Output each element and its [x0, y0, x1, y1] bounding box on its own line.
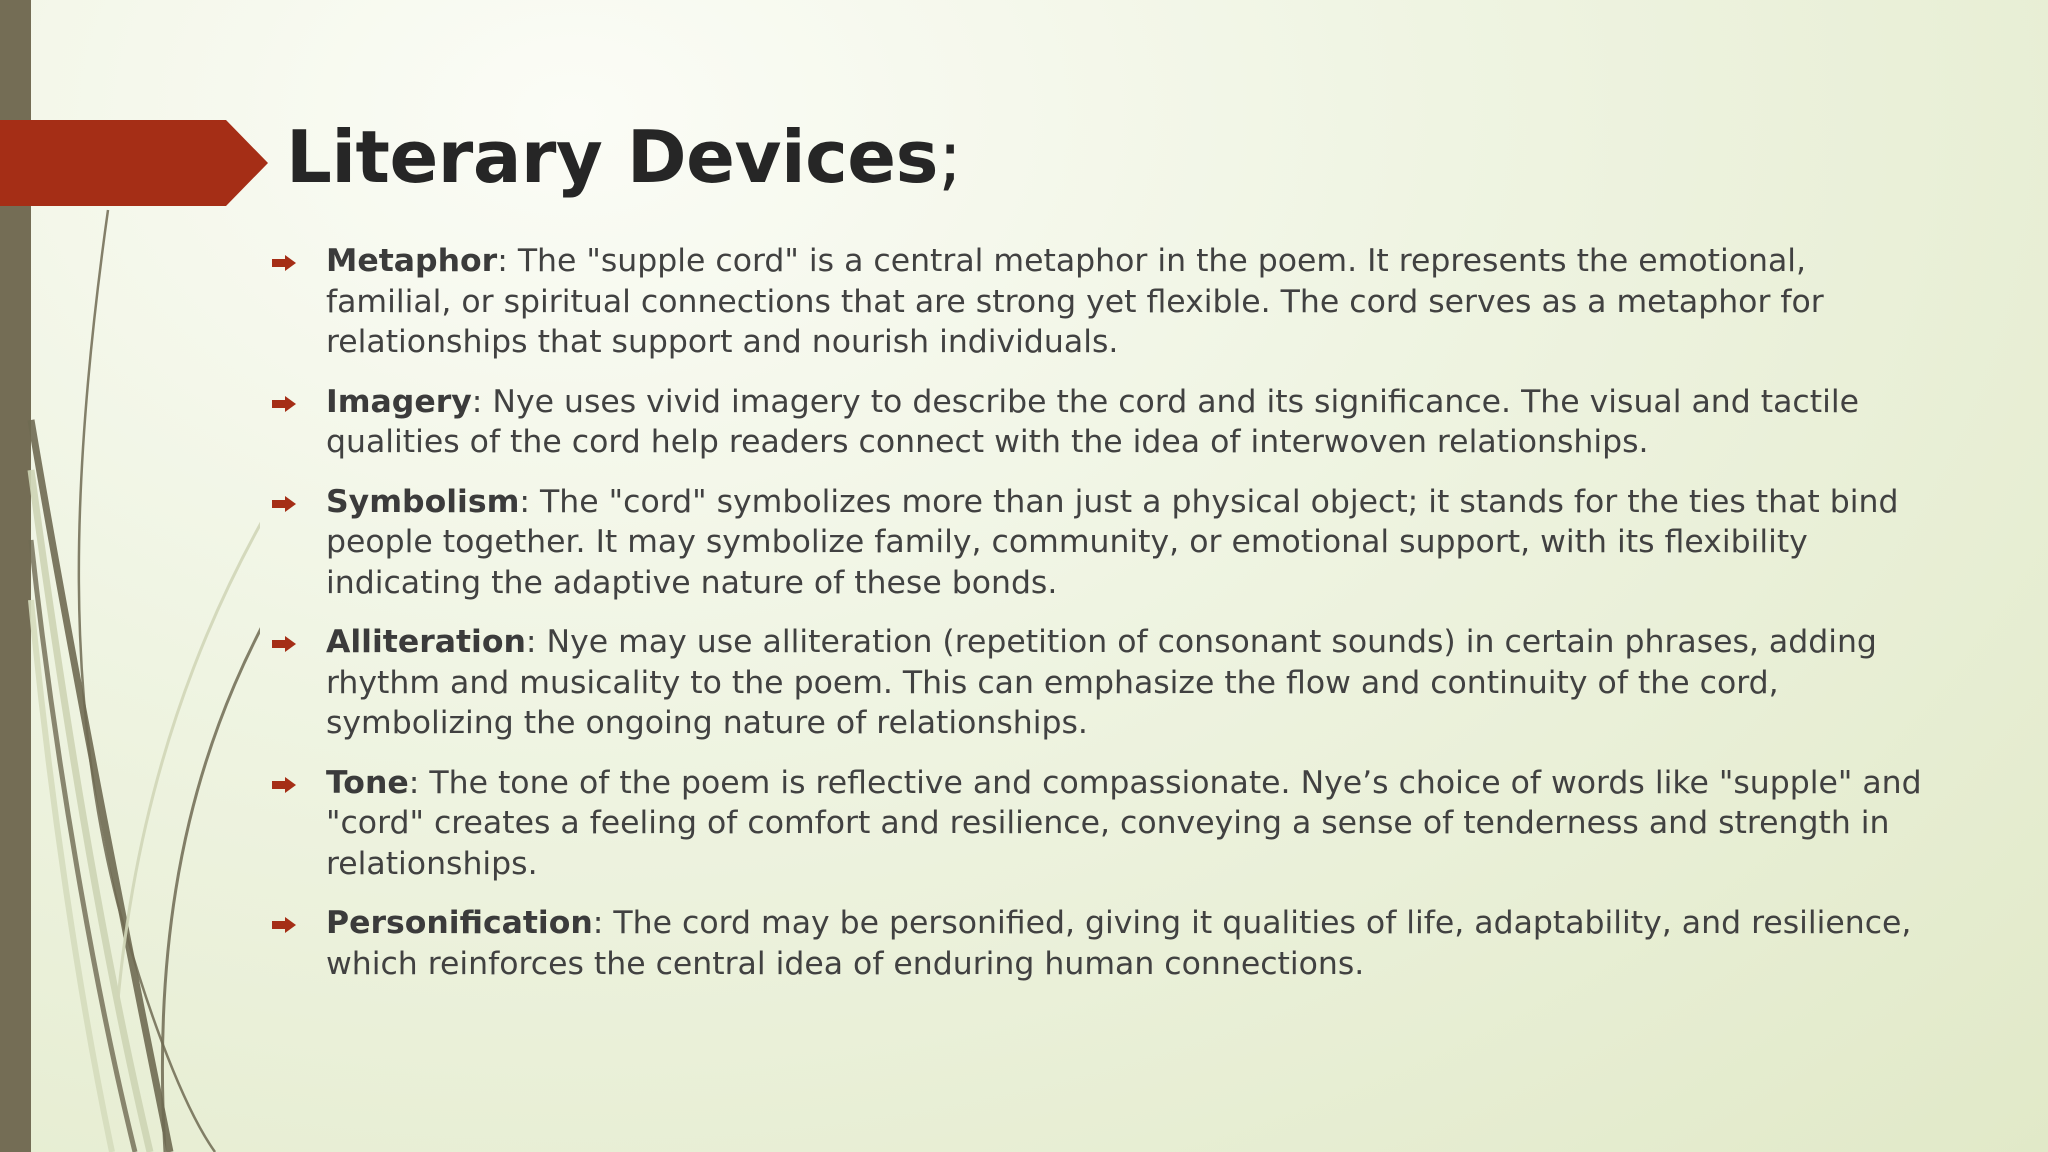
right-arrow-icon [272, 777, 296, 793]
bullet-term: Metaphor [326, 243, 498, 279]
list-item [272, 382, 1922, 463]
list-item [272, 241, 1922, 363]
list-item [272, 763, 1922, 885]
right-arrow-icon [272, 496, 296, 512]
bullet-text: : The "cord" symbolizes more than just a physical object; it stands for the ties that bind people together. It may symbolize family, community, or emotional support, with its flexibility indicating the adaptive nature of these bonds. [326, 483, 1899, 601]
bullet-text: : The tone of the poem is reflective and compassionate. Nye’s choice of words like "supple" and "cord" creates a feeling of comfort and resilience, conveying a sense of tenderness and strength in relationships. [326, 764, 1922, 882]
bullet-term: Symbolism [326, 483, 520, 520]
slide-title [286, 102, 962, 212]
arrow-banner-icon [0, 120, 270, 206]
right-arrow-icon [272, 636, 296, 652]
bullet-term: Imagery [326, 383, 472, 420]
right-arrow-icon [272, 255, 296, 271]
bullet-term: Alliteration [326, 624, 526, 660]
list-item [272, 903, 1922, 984]
list-item [272, 622, 1922, 744]
bullet-text: : The "supple cord" is a central metaphor in the poem. It represents the emotional, familial, or spiritual connections that are strong yet flexible. The cord serves as a metaphor for relationships that support and nourish individuals. [326, 243, 1824, 360]
bullet-term: Tone [326, 764, 409, 801]
bullet-text: : Nye uses vivid imagery to describe the cord and its significance. The visual and tactile qualities of the cord help readers connect with the idea of interwoven relationships. [326, 383, 1859, 460]
right-arrow-icon [272, 917, 296, 933]
bullet-text: : Nye may use alliteration (repetition of consonant sounds) in certain phrases, adding rhythm and musicality to the poem. This can emphasize the flow and continuity of the cord, symbolizing the ongoing nature of relationships. [326, 624, 1877, 741]
slide-title-punctuation: ; [938, 115, 962, 199]
right-arrow-icon [272, 396, 296, 412]
bullet-text: : The cord may be personified, giving it qualities of life, adaptability, and resilience, which reinforces the central idea of enduring human connections. [326, 905, 1912, 982]
slide-title-text: Literary Devices [286, 115, 938, 199]
list-item [272, 482, 1922, 604]
bullet-term: Personification [326, 905, 593, 941]
bullet-list [272, 241, 1922, 1003]
